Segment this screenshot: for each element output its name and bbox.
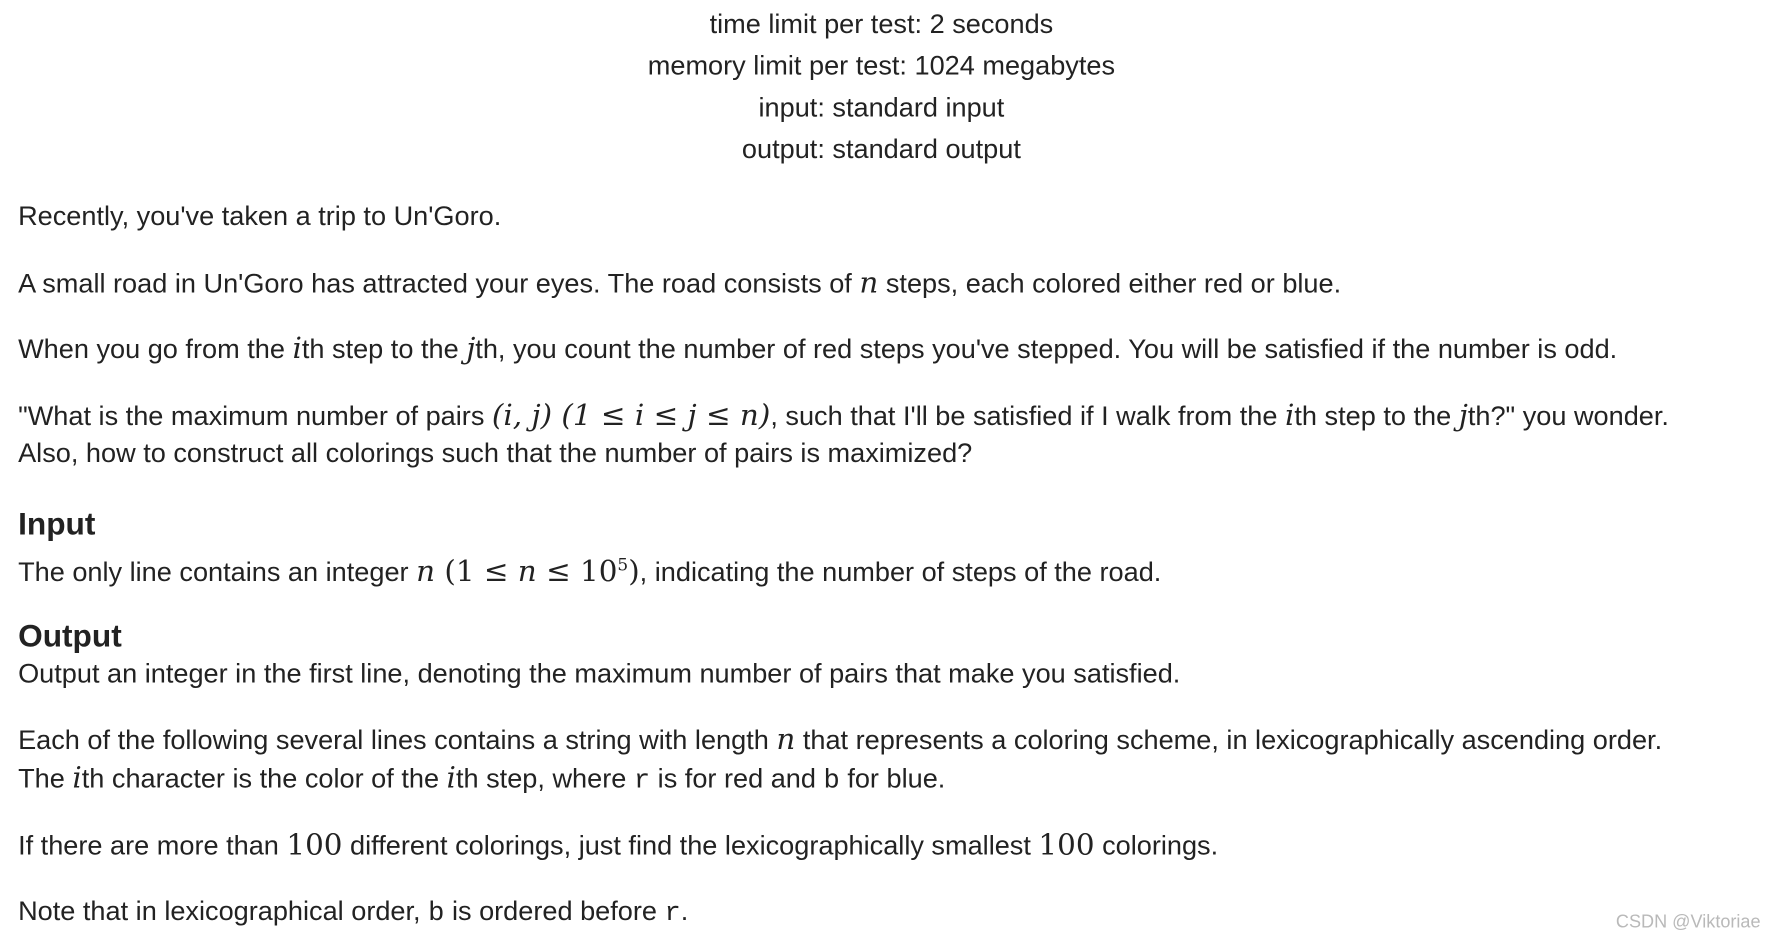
math-j: j (1458, 398, 1468, 433)
code-r: r (633, 766, 651, 797)
output-line-1: Output an integer in the first line, denoting the maximum number of pairs that make you satisfied. (18, 658, 1181, 690)
watermark-text: CSDN @Viktoriae (1615, 913, 1761, 933)
memory-limit: memory limit per test: 1024 megabytes (647, 50, 1116, 82)
output-paragraph-2-line-2 (18, 759, 945, 801)
math-i: i (1284, 398, 1295, 433)
statement-paragraph-4-line-2: Also, how to construct all colorings such that the number of pairs is maximized? (18, 438, 973, 469)
math-j: j (466, 332, 476, 367)
input-description (18, 546, 1161, 592)
output-paragraph-2 (18, 721, 1662, 761)
math-pair: (i, j) (491, 398, 553, 433)
output-paragraph-3 (18, 826, 1218, 866)
code-b: b (823, 766, 840, 797)
math-i: i (72, 761, 82, 796)
statement-text: When you go from the (18, 334, 293, 365)
statement-paragraph-4 (18, 397, 1669, 437)
output-text: If there are more than (18, 830, 287, 862)
output-text: Each of the following several lines contains a string with length (18, 725, 777, 756)
math-constraint: ≤ 10 (536, 554, 618, 589)
math-i: i (446, 761, 456, 796)
math-n: n (776, 723, 796, 758)
math-n: n (416, 554, 436, 589)
statement-text: steps, each colored either red or blue. (878, 268, 1342, 300)
statement-text: th?" you wonder. (1467, 401, 1669, 432)
output-heading: Output (18, 618, 122, 654)
math-100: 100 (286, 828, 343, 863)
output-text: . (680, 896, 689, 927)
statement-text: th step to the (301, 334, 467, 365)
math-i: i (292, 332, 302, 367)
output-text: is ordered before (444, 896, 665, 927)
output-text: is for red and (650, 763, 824, 795)
statement-paragraph-3 (18, 330, 1617, 370)
math-exponent: 5 (617, 554, 629, 576)
output-text: for blue. (839, 763, 946, 795)
statement-text: A small road in Un'Goro has attracted your eyes. The road consists of (18, 268, 860, 300)
output-text: th step, where (455, 763, 634, 795)
output-paragraph-4 (18, 893, 688, 934)
statement-text: th step to the (1294, 401, 1459, 432)
output-spec: output: standard output (741, 134, 1021, 165)
math-n: n (859, 266, 879, 301)
math-constraint: (1 ≤ i ≤ j ≤ n) (552, 398, 771, 433)
math-constraint: ) (628, 554, 640, 589)
code-b: b (428, 898, 445, 929)
input-text: , indicating the number of steps of the road. (639, 557, 1162, 588)
math-100: 100 (1038, 828, 1095, 863)
code-r: r (664, 898, 681, 929)
input-heading: Input (18, 506, 96, 542)
output-text: th character is the color of the (81, 763, 447, 795)
statement-paragraph-2 (18, 264, 1341, 304)
statement-text: , such that I'll be satisfied if I walk from the (770, 401, 1285, 432)
output-text: colorings. (1094, 830, 1219, 862)
math-n: n (517, 554, 537, 589)
output-text: different colorings, just find the lexicographically smallest (342, 830, 1039, 862)
time-limit: time limit per test: 2 seconds (709, 9, 1054, 40)
math-constraint: (1 ≤ (435, 554, 518, 589)
statement-paragraph-1: Recently, you've taken a trip to Un'Goro. (18, 201, 502, 232)
statement-text: th, you count the number of red steps you've stepped. You will be satisfied if the number is odd. (475, 334, 1618, 365)
problem-limits-header (0, 7, 1763, 174)
output-text: The (18, 763, 73, 795)
statement-text: "What is the maximum number of pairs (18, 401, 492, 432)
output-text: that represents a coloring scheme, in lexicographically ascending order. (795, 725, 1663, 756)
input-spec: input: standard input (758, 92, 1005, 124)
input-text: The only line contains an integer (18, 557, 417, 588)
output-text: Note that in lexicographical order, (18, 896, 429, 927)
